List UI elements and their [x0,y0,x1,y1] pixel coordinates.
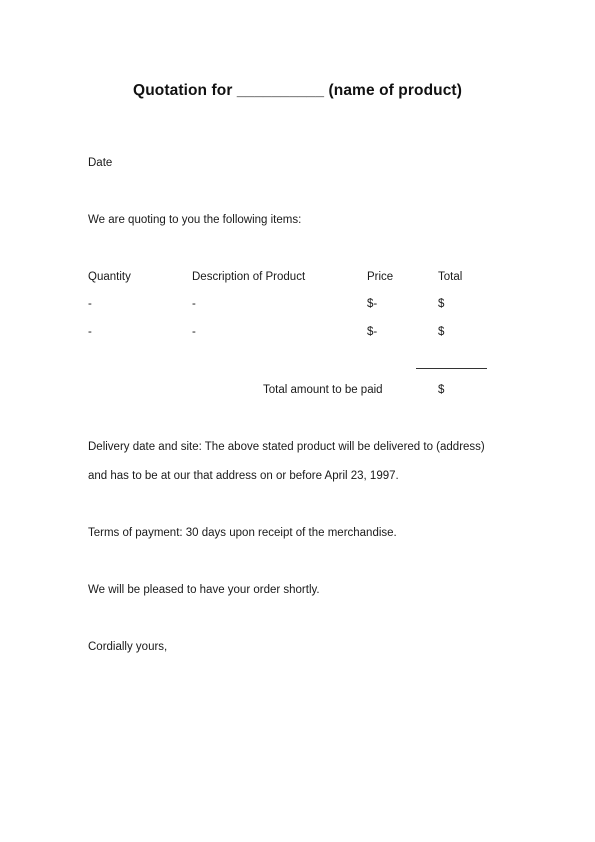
row-total: $ [438,326,445,338]
row-description: - [192,326,196,338]
total-amount-value: $ [438,384,445,396]
closing-note: We will be pleased to have your order shortly. [88,584,320,596]
row-price: $- [367,298,378,310]
total-underline [416,368,487,369]
row-price: $- [367,326,378,338]
header-total: Total [438,271,463,283]
row-total: $ [438,298,445,310]
row-quantity: - [88,326,92,338]
date-label: Date [88,157,113,169]
payment-terms: Terms of payment: 30 days upon receipt of the merchandise. [88,527,397,539]
total-amount-label: Total amount to be paid [263,384,383,396]
header-description: Description of Product [192,271,306,283]
intro-text: We are quoting to you the following items: [88,214,302,226]
header-quantity: Quantity [88,271,131,283]
delivery-line-2: and has to be at our that address on or before April 23, 1997. [88,470,399,482]
signoff: Cordially yours, [88,641,168,653]
row-description: - [192,298,196,310]
page-title: Quotation for __________ (name of product) [133,82,462,99]
delivery-line-1: Delivery date and site: The above stated product will be delivered to (address) [88,441,485,453]
header-price: Price [367,271,394,283]
row-quantity: - [88,298,92,310]
